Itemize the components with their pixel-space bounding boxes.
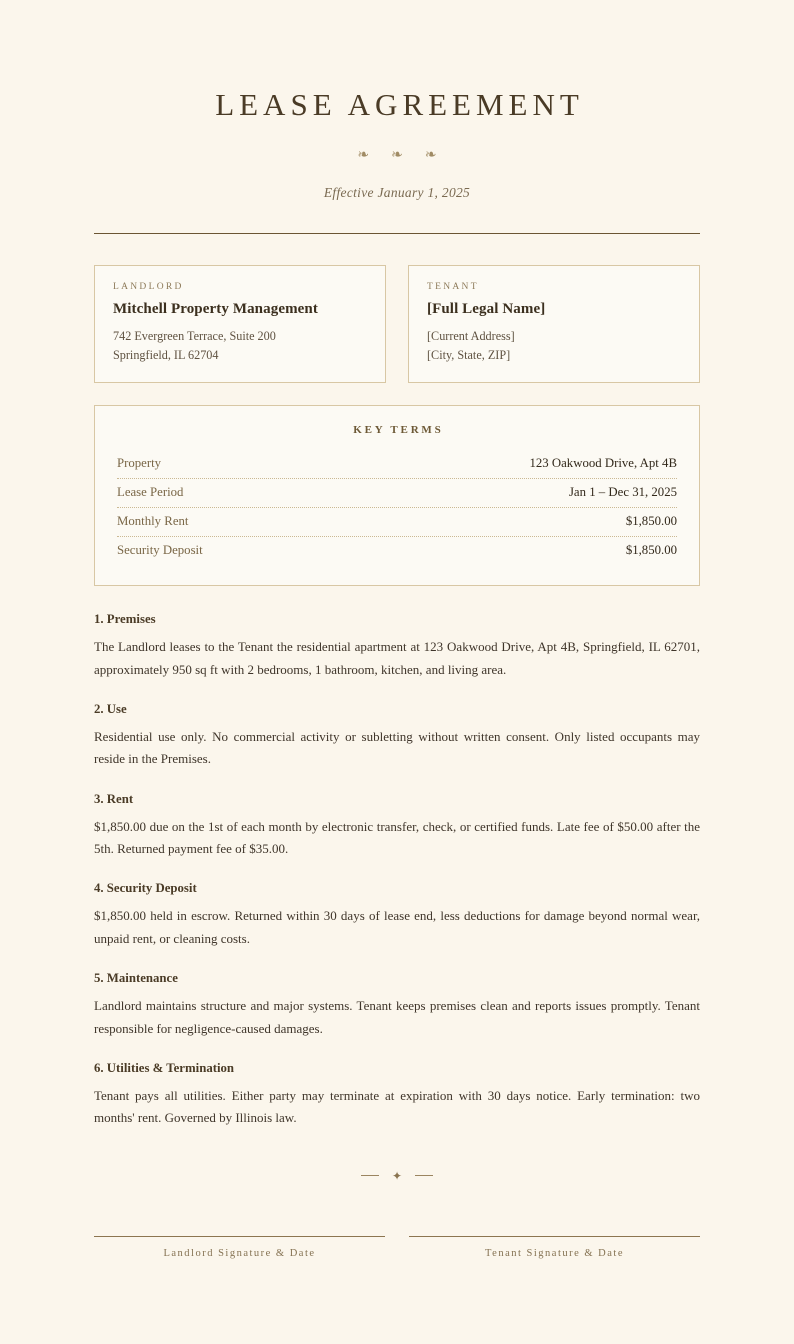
document-header xyxy=(94,0,700,234)
table-row xyxy=(117,450,677,479)
dash-icon xyxy=(415,1175,433,1176)
tenant-card xyxy=(408,265,700,383)
key-term-label: Lease Period xyxy=(117,485,184,500)
tenant-signature-block[interactable] xyxy=(409,1236,700,1259)
landlord-address-line-1: 742 Evergreen Terrace, Suite 200 xyxy=(113,329,276,344)
clause-rent xyxy=(94,792,700,861)
four-point-star-icon: ✦ xyxy=(391,1168,403,1183)
table-row xyxy=(117,537,677,565)
signature-label: Landlord Signature & Date xyxy=(163,1247,316,1259)
header-divider xyxy=(94,233,700,234)
landlord-role-label: LANDLORD xyxy=(113,282,184,293)
clause-utilities-termination xyxy=(94,1061,700,1130)
clause-heading: 4. Security Deposit xyxy=(94,881,197,896)
clauses-section xyxy=(94,612,700,1129)
clause-security-deposit xyxy=(94,881,700,950)
tenant-address-line-1: [Current Address] xyxy=(427,329,515,344)
signature-section xyxy=(94,1236,700,1259)
key-term-value: $1,850.00 xyxy=(625,543,677,558)
key-term-label: Monthly Rent xyxy=(117,514,189,529)
tenant-address-line-2: [City, State, ZIP] xyxy=(427,347,511,362)
footer-ornament xyxy=(94,1170,700,1182)
key-terms-title: KEY TERMS xyxy=(353,424,444,437)
floral-heart-icon: ❧ xyxy=(391,148,403,164)
page-title: LEASE AGREEMENT xyxy=(215,87,584,122)
clause-heading: 1. Premises xyxy=(94,612,156,627)
key-term-label: Property xyxy=(117,456,162,471)
signature-line xyxy=(94,1236,385,1237)
clause-body: Residential use only. No commercial activity or subletting without written consent. Only listed occupants may reside in the Premises. xyxy=(94,729,700,767)
signature-label: Tenant Signature & Date xyxy=(484,1247,625,1259)
landlord-card xyxy=(94,265,386,383)
landlord-signature-block[interactable] xyxy=(94,1236,385,1259)
clause-body: The Landlord leases to the Tenant the residential apartment at 123 Oakwood Drive, Apt 4B, Springfield, IL 62701, approximately 950 sq ft with 2 bedrooms, 1 bathroom, kitchen, and living area. xyxy=(94,639,700,677)
clause-heading: 3. Rent xyxy=(94,791,134,806)
clause-body: $1,850.00 due on the 1st of each month by electronic transfer, check, or certified funds. Late fee of $50.00 after the 5th. Returned payment fee of $35.00. xyxy=(94,818,700,857)
table-row xyxy=(117,479,677,508)
clause-body: Tenant pays all utilities. Either party may terminate at expiration with 30 days notice. Early termination: two months' rent. Governed by Illinois law. xyxy=(94,1087,700,1126)
clause-use xyxy=(94,702,700,771)
floral-heart-icon: ❧ xyxy=(424,148,437,164)
landlord-address-line-2: Springfield, IL 62704 xyxy=(113,347,219,362)
clause-premises xyxy=(94,612,700,681)
clause-body: $1,850.00 held in escrow. Returned within 30 days of lease end, less deductions for damage beyond normal wear, unpaid rent, or cleaning costs. xyxy=(94,908,700,946)
floral-heart-icon: ❧ xyxy=(357,148,370,164)
effective-date: Effective January 1, 2025 xyxy=(323,185,471,201)
clause-heading: 6. Utilities & Termination xyxy=(94,1060,235,1075)
parties-section xyxy=(94,265,700,383)
key-term-value: Jan 1 – Dec 31, 2025 xyxy=(568,485,677,500)
table-row xyxy=(117,508,677,537)
key-term-value: $1,850.00 xyxy=(625,514,677,529)
tenant-role-label: TENANT xyxy=(427,282,479,293)
clause-heading: 2. Use xyxy=(94,702,127,716)
clause-heading: 5. Maintenance xyxy=(94,971,178,986)
tenant-name: [Full Legal Name] xyxy=(427,301,546,318)
clause-maintenance xyxy=(94,971,700,1040)
dash-icon xyxy=(361,1175,379,1176)
key-term-value: 123 Oakwood Drive, Apt 4B xyxy=(529,456,677,471)
key-term-label: Security Deposit xyxy=(117,543,203,558)
clause-body: Landlord maintains structure and major systems. Tenant keeps premises clean and reports issues promptly. Tenant responsible for negligence-caused damages. xyxy=(94,998,700,1036)
signature-line xyxy=(409,1236,700,1237)
key-terms-panel xyxy=(94,405,700,586)
header-ornament xyxy=(94,149,700,163)
landlord-name: Mitchell Property Management xyxy=(113,301,318,318)
